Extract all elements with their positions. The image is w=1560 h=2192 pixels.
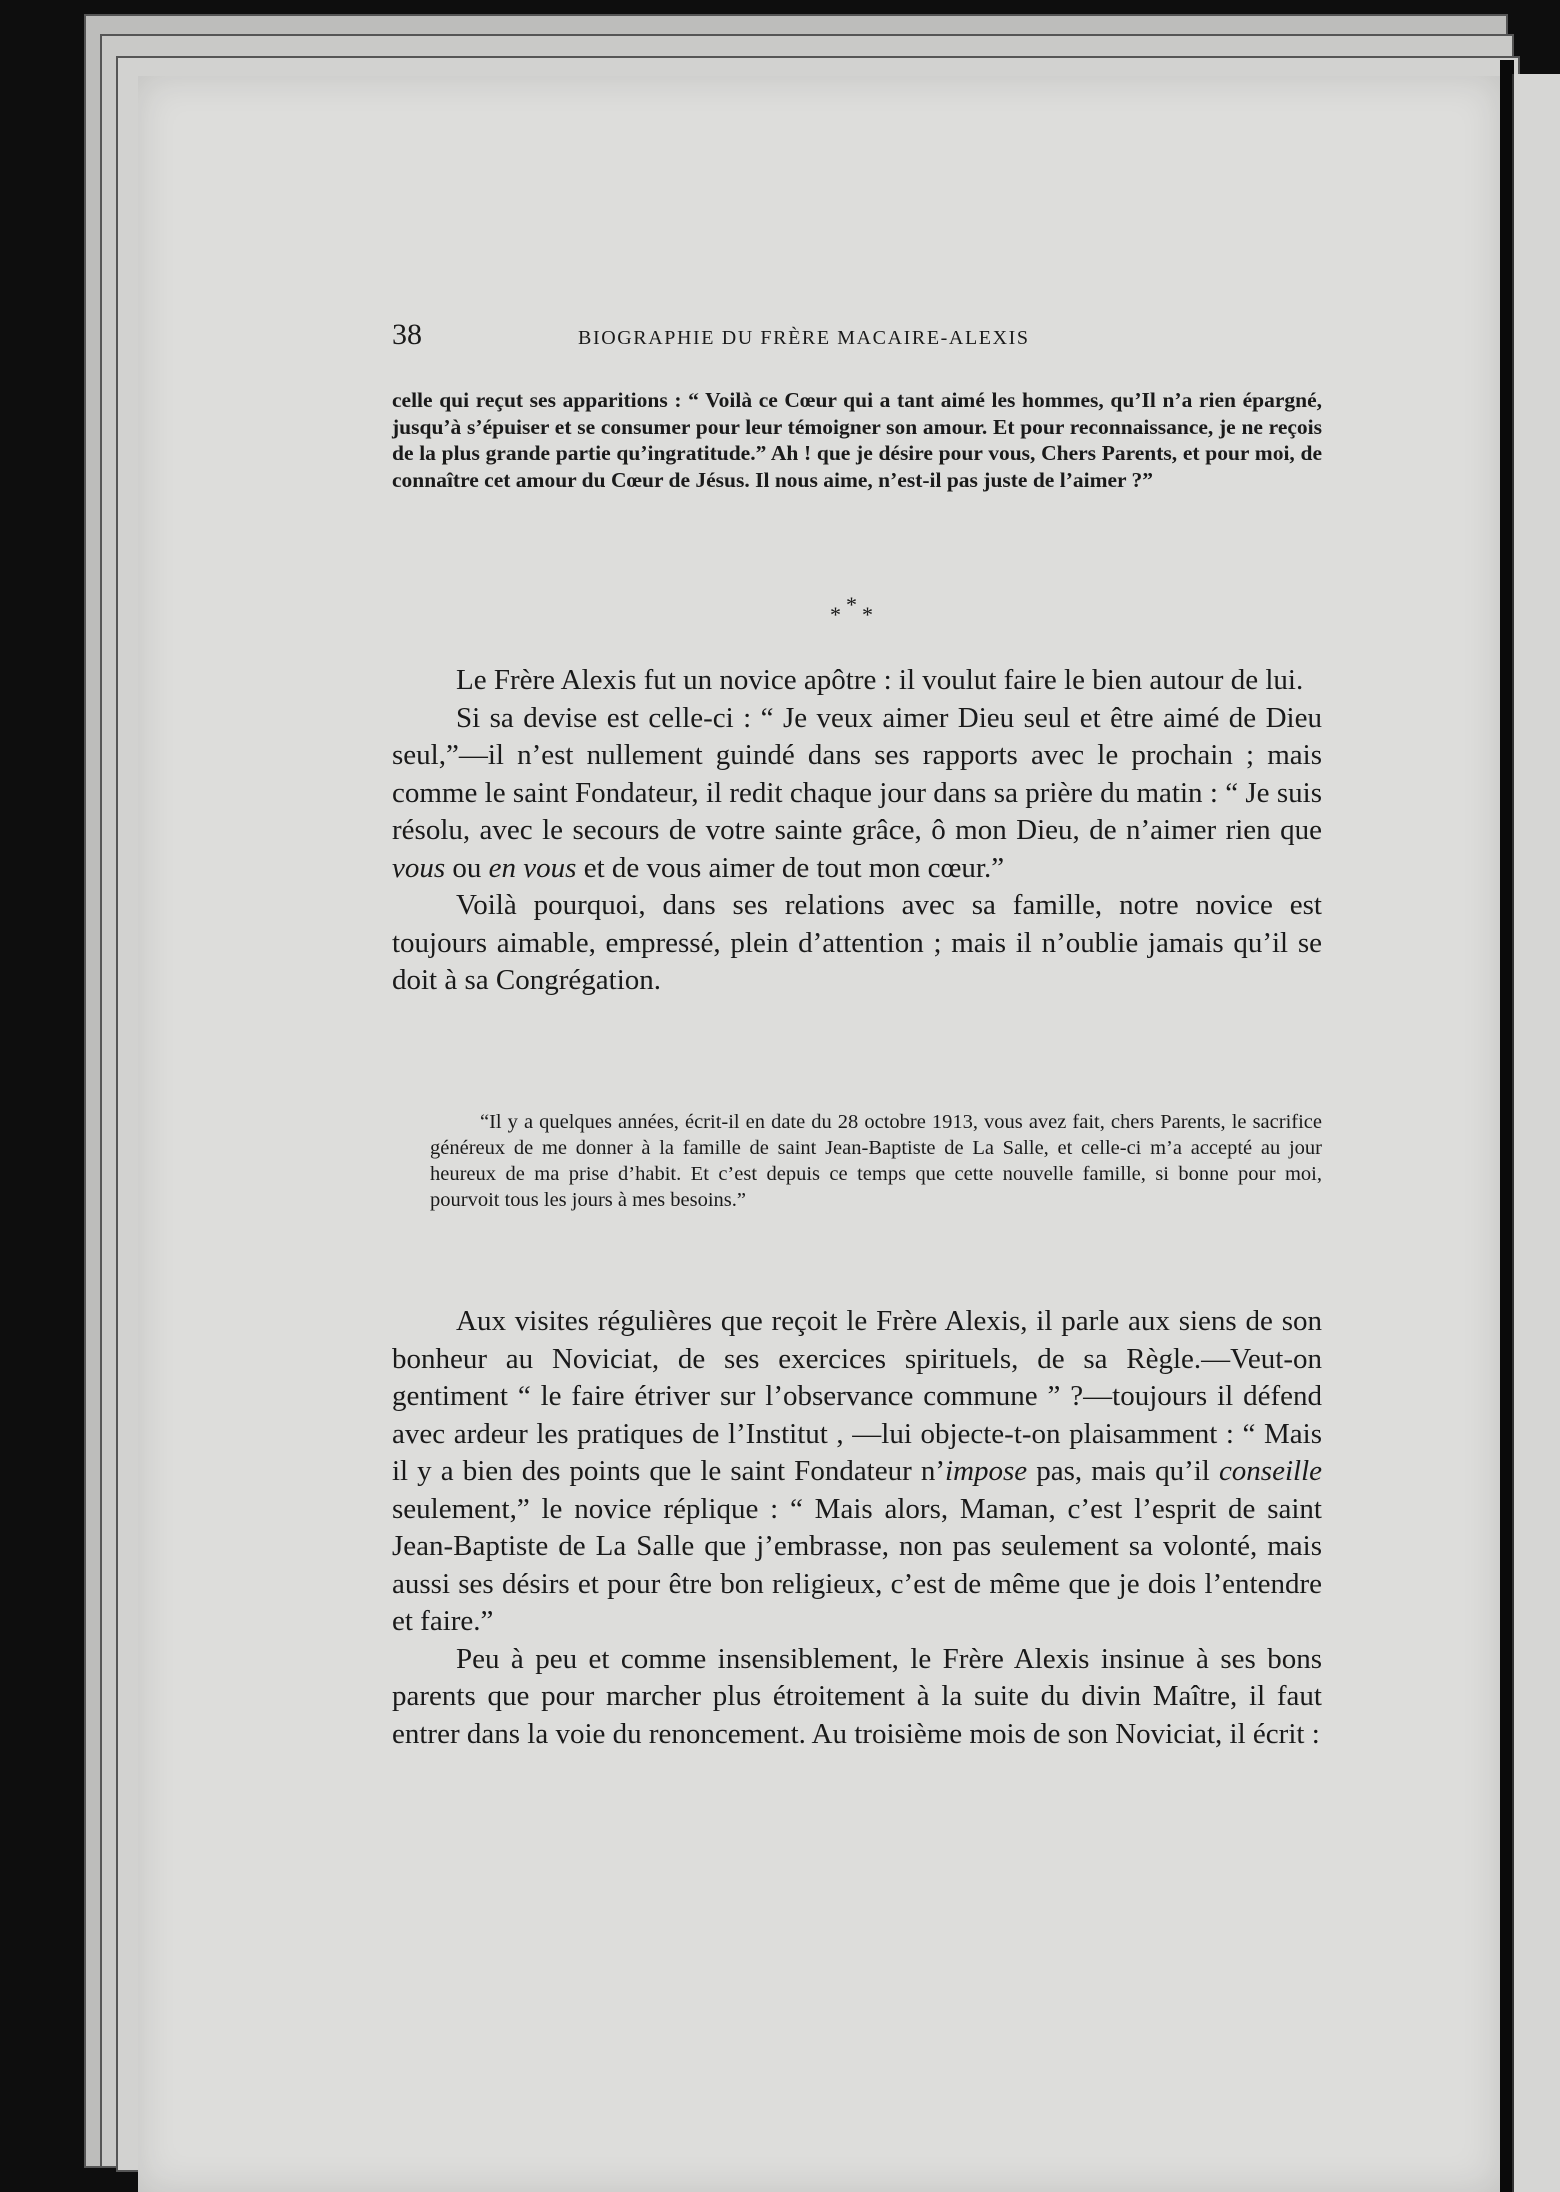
body-section-2 bbox=[392, 1303, 1322, 1753]
paragraph-devise: Si sa devise est celle-ci : “ Je veux aimer Dieu seul et être aimé de Dieu seul,”—il n’est nullement guindé dans ses rapports avec le prochain ; mais comme le saint Fondateur, il redit chaque jour dans sa prière du matin : “ Je suis résolu, avec le secours de votre sainte grâce, ô mon Dieu, de n’aimer rien que vous ou en vous et de vous aimer de tout mon cœur.” bbox=[392, 701, 1322, 884]
asterisk-right: * bbox=[862, 602, 873, 627]
paragraph-visites: Aux visites régulières que reçoit le Frère Alexis, il parle aux siens de son bonheur au Noviciat, de ses exercices spirituels, de sa Règle.—Veut-on gentiment “ le faire étriver sur l’observance commune ” ?—toujours il défend avec ardeur les pratiques de l’Institut , —lui objecte-t-on plaisamment : “ Mais il y a bien des points que le saint Fondateur n’impose pas, mais qu’il conseille seulement,” le novice réplique : “ Mais alors, Maman, c’est l’esprit de saint Jean-Baptiste de La Salle que j’embrasse, non pas seulement sa volonté, mais aussi ses désirs et pour être bon religieux, c’est de même que je dois l’entendre et faire.” bbox=[392, 1305, 1323, 1637]
paragraph-continuation: celle qui reçut ses apparitions : “ Voilà ce Cœur qui a tant aimé les hommes, qu’Il n’a rien épargné, jusqu’à s’épuiser et se consumer pour leur témoigner son amour. Et pour reconnaissance, je ne reçois de la plus grande partie qu’ingratitude.” Ah ! que je désire pour vous, Chers Parents, et pour moi, de connaître cet amour du Cœur de Jésus. Il nous aime, n’est-il pas juste de l’aimer ?” bbox=[392, 388, 1322, 492]
page-number: 38 bbox=[392, 318, 422, 351]
quote-text: “Il y a quelques années, écrit-il en date du 28 octobre 1913, vous avez fait, chers Parents, le sacrifice généreux de me donner à la famille de saint Jean-Baptiste de La Salle, et celle-ci m’a accepté au jour heureux de ma prise d’habit. Et c’est depuis ce temps que cette nouvelle famille, si bonne pour moi, pourvoit tous les jours à mes besoins.” bbox=[430, 1111, 1322, 1211]
letter-quote bbox=[430, 1109, 1322, 1213]
running-head: BIOGRAPHIE DU FRÈRE MACAIRE-ALEXIS bbox=[578, 327, 1030, 349]
body-section-1 bbox=[392, 662, 1322, 1000]
paragraph-renoncement: Peu à peu et comme insensiblement, le Frère Alexis insinue à ses bons parents que pour marcher plus étroitement à la suite du divin Maître, il faut entrer dans la voie du renoncement. Au troisième mois de son Noviciat, il écrit : bbox=[392, 1642, 1322, 1750]
page-header bbox=[392, 318, 1322, 358]
top-paragraph bbox=[392, 387, 1322, 493]
paragraph-novice-apotre: Le Frère Alexis fut un novice apôtre : il voulut faire le bien autour de lui. bbox=[456, 664, 1304, 696]
asterisk-top: * bbox=[846, 592, 857, 617]
paragraph-relations-famille: Voilà pourquoi, dans ses relations avec sa famille, notre novice est toujours aimable, empressé, plein d’attention ; mais il n’oublie jamais qu’il se doit à sa Congrégation. bbox=[392, 889, 1322, 996]
section-break-asterism bbox=[820, 592, 900, 632]
asterisk-left: * bbox=[830, 602, 841, 627]
facing-page-edge bbox=[1512, 74, 1560, 2192]
